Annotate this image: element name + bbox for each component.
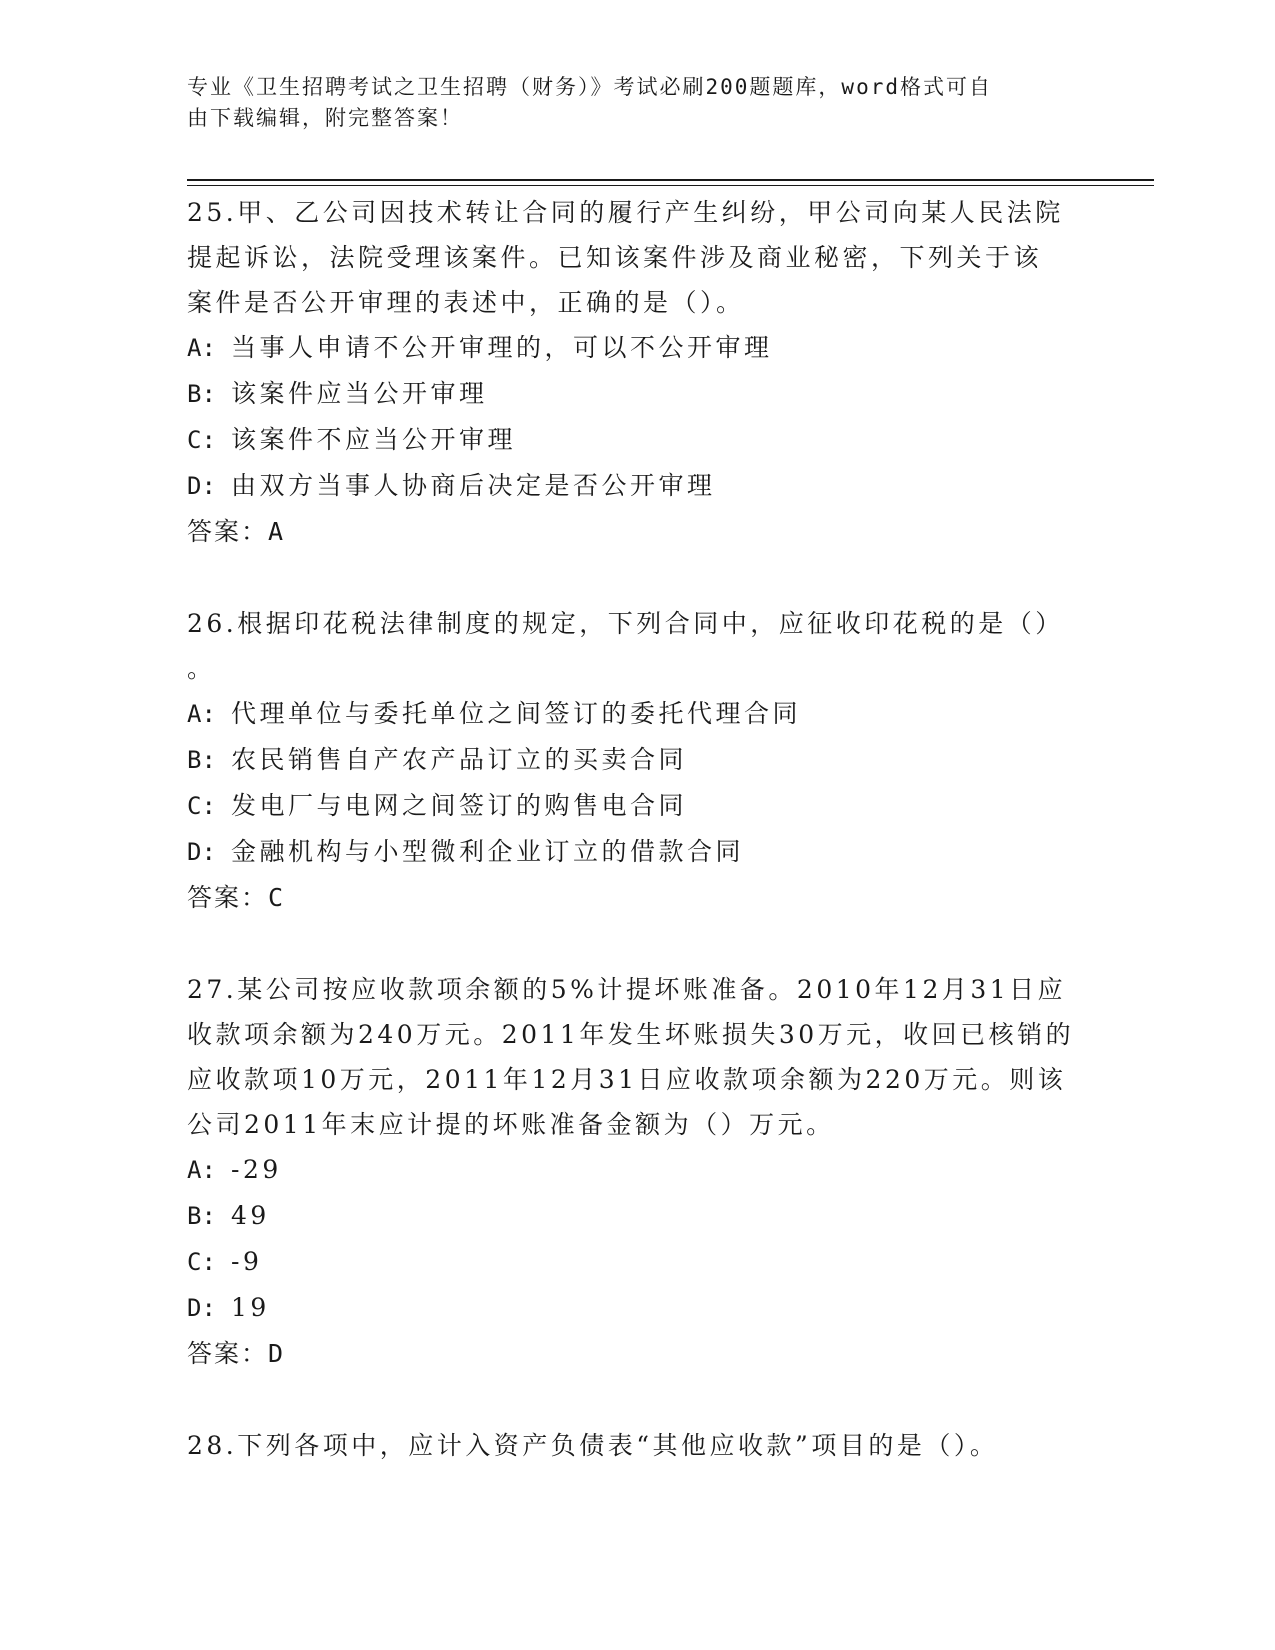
question-28 bbox=[187, 1423, 1087, 1468]
question-stem-line: 应收款项10万元，2011年12月31日应收款项余额为220万元。则该 bbox=[187, 1065, 1067, 1094]
option-key: A: bbox=[187, 334, 216, 362]
answer-value: A bbox=[268, 517, 286, 546]
document-header bbox=[187, 72, 1067, 134]
option-text: 49 bbox=[231, 1201, 270, 1230]
option-key: D: bbox=[187, 472, 216, 500]
header-line-1: 专业《卫生招聘考试之卫生招聘（财务）》考试必刷200题题库，word格式可自 bbox=[187, 75, 992, 99]
option-b bbox=[187, 1193, 1087, 1239]
question-stem-line: 提起诉讼，法院受理该案件。已知该案件涉及商业秘密，下列关于该 bbox=[187, 243, 1043, 272]
question-list bbox=[187, 190, 1087, 1468]
question-stem-line: 28.下列各项中，应计入资产负债表“其他应收款”项目的是（）。 bbox=[187, 1431, 999, 1460]
question-stem-line: 25.甲、乙公司因技术转让合同的履行产生纠纷，甲公司向某人民法院 bbox=[187, 198, 1064, 227]
option-key: D: bbox=[187, 1294, 216, 1322]
option-key: A: bbox=[187, 1156, 216, 1184]
option-d bbox=[187, 829, 1087, 875]
option-key: C: bbox=[187, 1248, 216, 1276]
answer-line bbox=[187, 875, 1087, 920]
option-d bbox=[187, 463, 1087, 509]
option-text: -9 bbox=[231, 1247, 263, 1276]
option-b bbox=[187, 737, 1087, 783]
answer-line bbox=[187, 1331, 1087, 1376]
question-stem-line: 案件是否公开审理的表述中，正确的是（）。 bbox=[187, 288, 745, 317]
question-27 bbox=[187, 967, 1087, 1376]
option-text: 金融机构与小型微利企业订立的借款合同 bbox=[231, 837, 745, 866]
option-key: B: bbox=[187, 1202, 216, 1230]
option-text: 农民销售自产农产品订立的买卖合同 bbox=[231, 745, 688, 774]
question-spacer bbox=[187, 920, 1087, 967]
option-key: C: bbox=[187, 426, 216, 454]
option-a bbox=[187, 1147, 1087, 1193]
option-c bbox=[187, 1239, 1087, 1285]
option-key: B: bbox=[187, 380, 216, 408]
option-key: C: bbox=[187, 792, 216, 820]
option-text: 发电厂与电网之间签订的购售电合同 bbox=[231, 791, 688, 820]
question-26 bbox=[187, 601, 1087, 920]
option-c bbox=[187, 417, 1087, 463]
answer-value: C bbox=[268, 883, 286, 912]
option-text: -29 bbox=[231, 1155, 282, 1184]
option-key: D: bbox=[187, 838, 216, 866]
question-stem-line: 27.某公司按应收款项余额的5%计提坏账准备。2010年12月31日应 bbox=[187, 975, 1067, 1004]
option-c bbox=[187, 783, 1087, 829]
question-spacer bbox=[187, 1376, 1087, 1423]
option-key: B: bbox=[187, 746, 216, 774]
answer-label: 答案： bbox=[187, 1339, 269, 1368]
header-line-2: 由下载编辑，附完整答案！ bbox=[187, 106, 463, 130]
option-a bbox=[187, 691, 1087, 737]
option-text: 由双方当事人协商后决定是否公开审理 bbox=[231, 471, 716, 500]
header-rule-thin bbox=[187, 185, 1154, 186]
option-b bbox=[187, 371, 1087, 417]
option-text: 该案件不应当公开审理 bbox=[231, 425, 517, 454]
option-text: 当事人申请不公开审理的，可以不公开审理 bbox=[231, 333, 773, 362]
option-key: A: bbox=[187, 700, 216, 728]
question-stem-line: 26.根据印花税法律制度的规定，下列合同中，应征收印花税的是（） bbox=[187, 609, 1064, 638]
answer-label: 答案： bbox=[187, 883, 269, 912]
question-stem-line: 收款项余额为240万元。2011年发生坏账损失30万元，收回已核销的 bbox=[187, 1020, 1075, 1049]
question-25 bbox=[187, 190, 1087, 554]
question-stem-line: 公司2011年末应计提的坏账准备金额为（）万元。 bbox=[187, 1110, 835, 1139]
answer-label: 答案： bbox=[187, 517, 269, 546]
option-a bbox=[187, 325, 1087, 371]
answer-value: D bbox=[268, 1339, 286, 1368]
answer-line bbox=[187, 509, 1087, 554]
option-text: 该案件应当公开审理 bbox=[231, 379, 488, 408]
question-stem-line: 。 bbox=[187, 654, 216, 683]
option-d bbox=[187, 1285, 1087, 1331]
question-spacer bbox=[187, 554, 1087, 601]
option-text: 代理单位与委托单位之间签订的委托代理合同 bbox=[231, 699, 802, 728]
header-rule-thick bbox=[187, 179, 1154, 181]
option-text: 19 bbox=[231, 1293, 270, 1322]
